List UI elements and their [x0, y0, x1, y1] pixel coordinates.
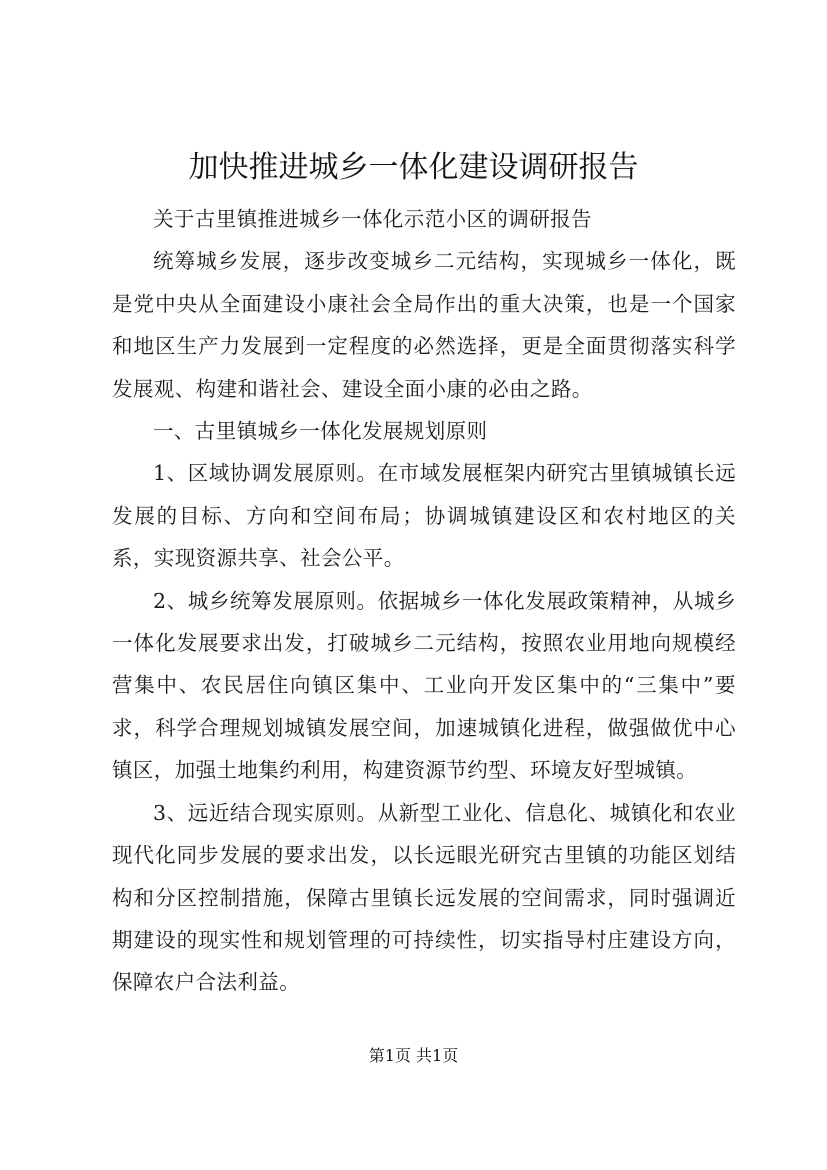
principle-3-paragraph: 3、远近结合现实原则。从新型工业化、信息化、城镇化和农业现代化同步发展的要求出发，以长远眼光研究古里镇的功能区划结构和分区控制措施，保障古里镇长远发展的空间需求，同时强调近期建设的现实性和规划管理的可持续性，切实指导村庄建设方向，保障农户合法利益。 [112, 800, 736, 995]
document-body [112, 198, 736, 1004]
document-title: 加快推进城乡一体化建设调研报告 [188, 150, 639, 185]
principle-2-paragraph: 2、城乡统筹发展原则。依据城乡一体化发展政策精神，从城乡一体化发展要求出发，打破城乡二元结构，按照农业用地向规模经营集中、农民居住向镇区集中、工业向开发区集中的“三集中”要求，科学合理规划城镇发展空间，加速城镇化进程，做强做优中心镇区，加强土地集约利用，构建资源节约型、环境友好型城镇。 [112, 588, 736, 783]
subtitle-paragraph: 关于古里镇推进城乡一体化示范小区的调研报告 [153, 207, 592, 231]
principle-1-paragraph: 1、区域协调发展原则。在市域发展框架内研究古里镇城镇长远发展的目标、方向和空间布局；协调城镇建设区和农村地区的关系，实现资源共享、社会公平。 [112, 461, 736, 571]
intro-paragraph: 统筹城乡发展，逐步改变城乡二元结构，实现城乡一体化，既是党中央从全面建设小康社会全局作出的重大决策，也是一个国家和地区生产力发展到一定程度的必然选择，更是全面贯彻落实科学发展观、构建和谐社会、建设全面小康的必由之路。 [112, 249, 736, 401]
section-heading: 一、古里镇城乡一体化发展规划原则 [153, 419, 488, 444]
page-footer: 第1页 共1页 [368, 1046, 459, 1065]
